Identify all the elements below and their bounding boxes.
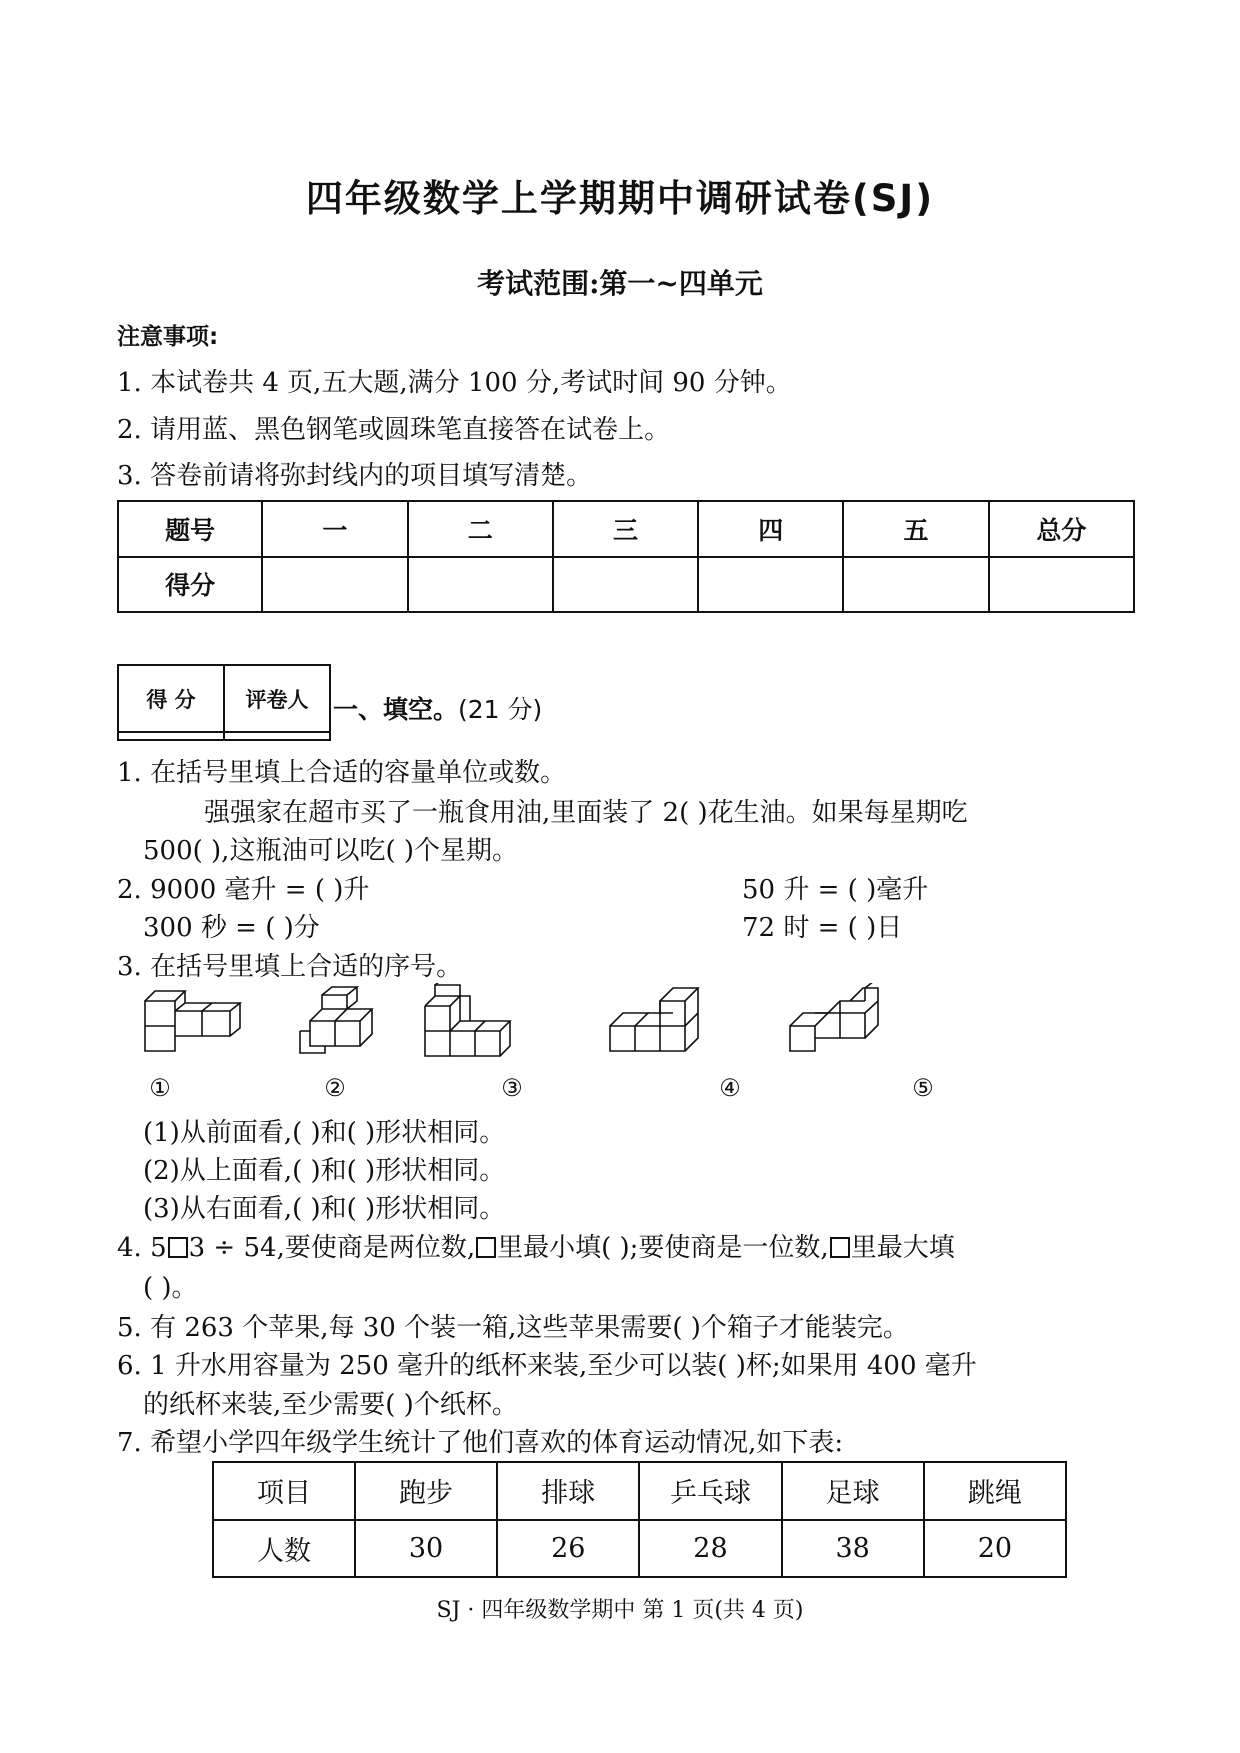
- section-title: 一、填空。: [333, 695, 459, 724]
- blank-square-icon: [830, 1237, 850, 1258]
- q4-part-d: 里最大填: [850, 1233, 955, 1263]
- sports-header-cell: 项目: [213, 1462, 355, 1520]
- sports-table: [212, 1461, 1067, 1578]
- figure-3-cubes: [425, 983, 510, 1056]
- score-header-cell: 五: [843, 501, 988, 557]
- score-blank-cell[interactable]: [698, 557, 843, 613]
- score-header-cell: 题号: [118, 501, 262, 557]
- q2-b: 50 升 = ( )毫升: [742, 875, 929, 905]
- grader-name-blank[interactable]: [224, 732, 330, 740]
- figure-label-5: ⑤: [912, 1074, 934, 1100]
- score-header-cell: 三: [553, 501, 698, 557]
- sports-data-row: [213, 1520, 1066, 1578]
- sports-value-cell: 28: [639, 1520, 781, 1578]
- blank-square-icon: [476, 1237, 496, 1258]
- q3-sub3: (3)从右面看,( )和( )形状相同。: [143, 1194, 506, 1224]
- notice-item-1: 1. 本试卷共 4 页,五大题,满分 100 分,考试时间 90 分钟。: [117, 368, 792, 398]
- score-row-label: 得分: [118, 557, 262, 613]
- score-table-row: [118, 557, 1134, 613]
- q4-line2: ( )。: [143, 1273, 198, 1303]
- q4-part-a: 4. 5: [117, 1233, 167, 1263]
- sports-row-label: 人数: [213, 1520, 355, 1578]
- sports-value-cell: 20: [924, 1520, 1066, 1578]
- notice-item-3: 3. 答卷前请将弥封线内的项目填写清楚。: [117, 461, 593, 491]
- q2-d: 72 时 = ( )日: [742, 913, 903, 943]
- score-header-cell: 二: [408, 501, 553, 557]
- page-footer: SJ · 四年级数学期中 第 1 页(共 4 页): [436, 1598, 804, 1623]
- sports-header-cell: 足球: [782, 1462, 924, 1520]
- blank-square-icon: [168, 1237, 188, 1258]
- figure-1-cubes: [145, 991, 240, 1051]
- score-blank-cell[interactable]: [843, 557, 988, 613]
- sports-header-cell: 跳绳: [924, 1462, 1066, 1520]
- grader-box: [117, 664, 331, 741]
- score-header-cell: 四: [698, 501, 843, 557]
- figure-label-3: ③: [501, 1074, 523, 1100]
- figure-2-cubes: [300, 987, 372, 1053]
- score-header-cell: 总分: [989, 501, 1134, 557]
- figure-label-1: ①: [149, 1074, 171, 1100]
- q2-c: 300 秒 = ( )分: [143, 913, 320, 943]
- q6-line1: 6. 1 升水用容量为 250 毫升的纸杯来装,至少可以装( )杯;如果用 400 毫升: [117, 1351, 977, 1381]
- score-blank-cell[interactable]: [989, 557, 1134, 613]
- section-points: (21 分): [458, 695, 543, 724]
- q4-line1: [117, 1227, 955, 1264]
- score-table: [117, 500, 1135, 613]
- sports-header-cell: 排球: [497, 1462, 639, 1520]
- q7-stem: 7. 希望小学四年级学生统计了他们喜欢的体育运动情况,如下表:: [117, 1428, 844, 1458]
- figure-5-cubes: [790, 983, 878, 1051]
- q4-part-b: 3 ÷ 54,要使商是两位数,: [188, 1233, 476, 1263]
- score-blank-cell[interactable]: [262, 557, 407, 613]
- cube-figures: [135, 983, 975, 1100]
- page-title: 四年级数学上学期期中调研试卷(SJ): [305, 177, 935, 220]
- q3-sub2: (2)从上面看,( )和( )形状相同。: [143, 1156, 506, 1186]
- q6-line2: 的纸杯来装,至少需要( )个纸杯。: [143, 1390, 518, 1420]
- figure-label-4: ④: [719, 1074, 741, 1100]
- figure-label-2: ②: [324, 1074, 346, 1100]
- grader-name-label: 评卷人: [224, 665, 330, 732]
- notice-heading: 注意事项:: [117, 324, 219, 350]
- sports-header-row: [213, 1462, 1066, 1520]
- q5: 5. 有 263 个苹果,每 30 个装一箱,这些苹果需要( )个箱子才能装完。: [117, 1313, 909, 1343]
- q1-line1: 强强家在超市买了一瓶食用油,里面装了 2( )花生油。如果每星期吃: [204, 798, 968, 828]
- q4-part-c: 里最小填( );要使商是一位数,: [497, 1233, 829, 1263]
- sports-value-cell: 30: [355, 1520, 497, 1578]
- score-table-header-row: [118, 501, 1134, 557]
- score-blank-cell[interactable]: [408, 557, 553, 613]
- q1-stem: 1. 在括号里填上合适的容量单位或数。: [117, 758, 567, 788]
- exam-scope: 考试范围:第一~四单元: [477, 267, 763, 300]
- section-heading: [333, 690, 542, 726]
- notice-item-2: 2. 请用蓝、黑色钢笔或圆珠笔直接答在试卷上。: [117, 415, 671, 445]
- figure-4-cubes: [610, 988, 698, 1051]
- q3-stem: 3. 在括号里填上合适的序号。: [117, 952, 463, 982]
- grader-score-label: 得 分: [118, 665, 224, 732]
- score-blank-cell[interactable]: [553, 557, 698, 613]
- sports-header-cell: 跑步: [355, 1462, 497, 1520]
- score-header-cell: 一: [262, 501, 407, 557]
- sports-value-cell: 38: [782, 1520, 924, 1578]
- sports-value-cell: 26: [497, 1520, 639, 1578]
- q1-line2: 500( ),这瓶油可以吃( )个星期。: [143, 836, 518, 866]
- sports-header-cell: 乒乓球: [639, 1462, 781, 1520]
- q2-a: 2. 9000 毫升 = ( )升: [117, 875, 370, 905]
- grader-score-blank[interactable]: [118, 732, 224, 740]
- q3-sub1: (1)从前面看,( )和( )形状相同。: [143, 1118, 506, 1148]
